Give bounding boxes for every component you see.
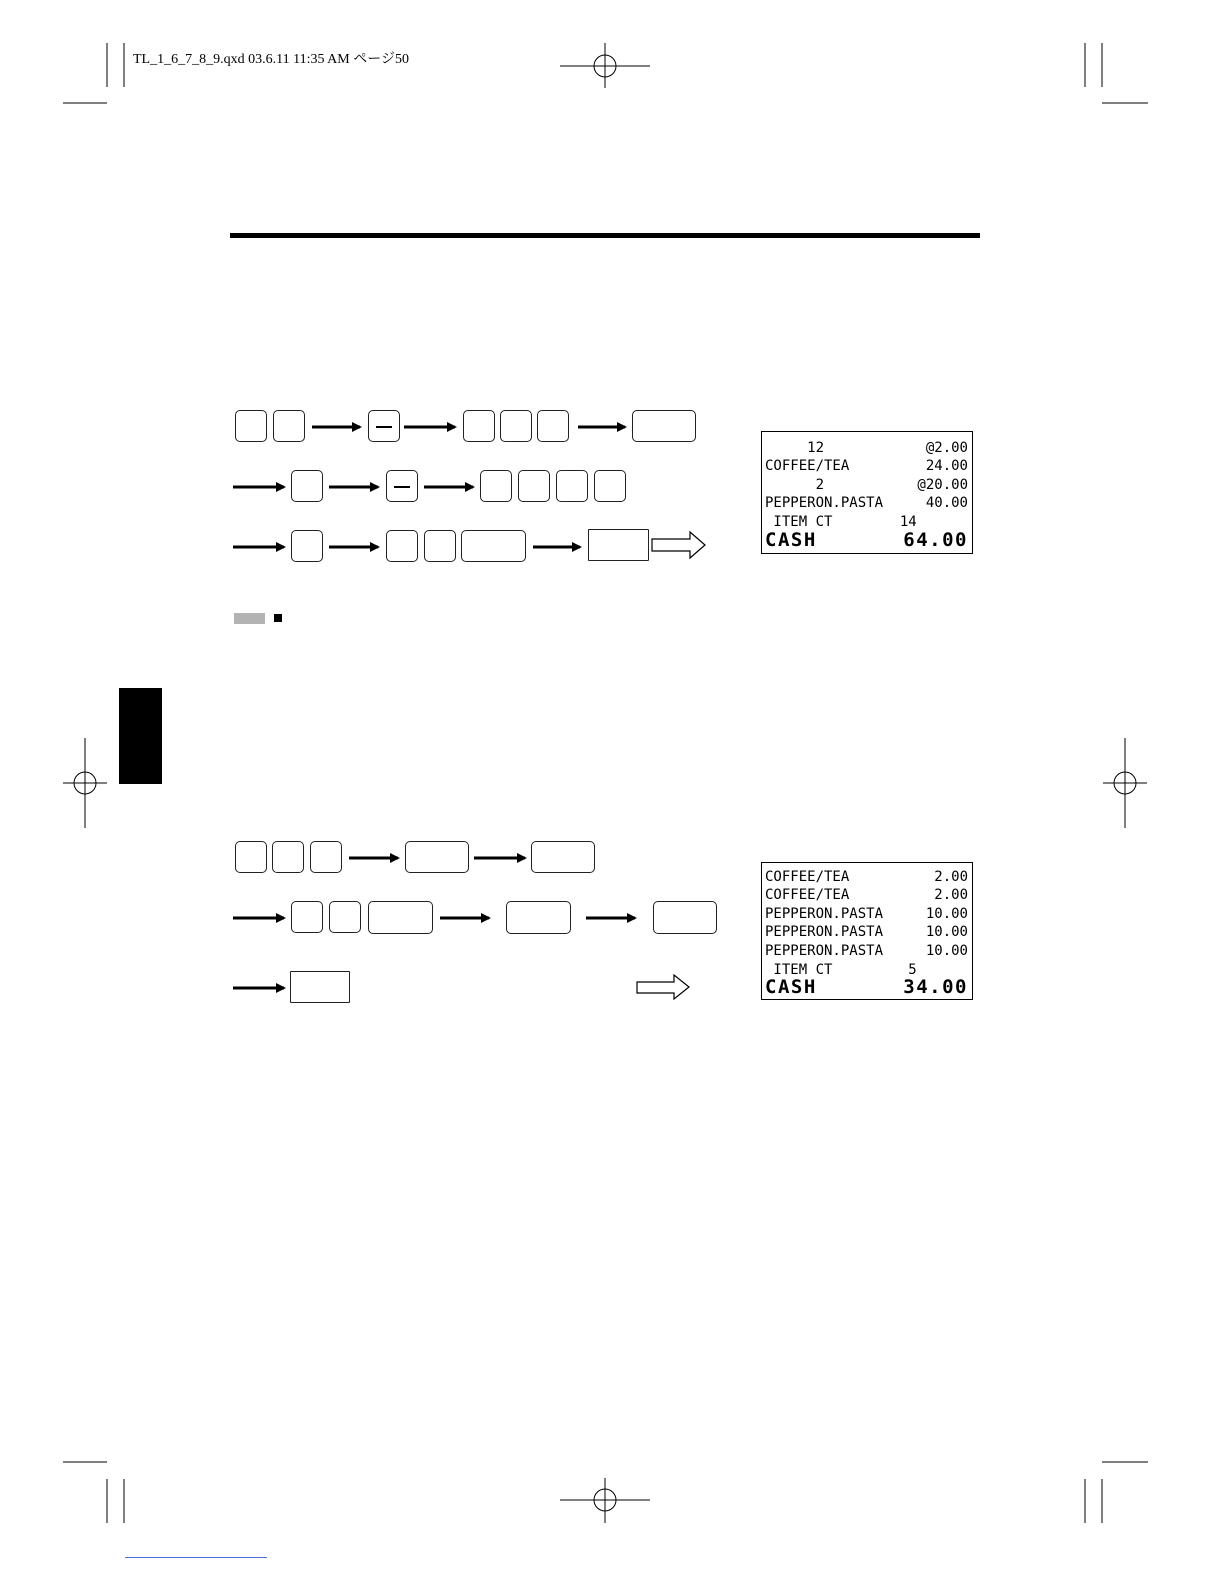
key: [310, 841, 342, 873]
footer-link-underline: [125, 1557, 267, 1558]
plu-key: [368, 901, 433, 934]
print-file-info: TL_1_6_7_8_9.qxd 03.6.11 11:35 AM ページ50: [133, 52, 409, 67]
receipt-1: [761, 431, 973, 554]
receipt-cash-total: CASH 64.00: [765, 529, 968, 551]
receipt-line: PEPPERON.PASTA 10.00: [765, 906, 968, 922]
key: [291, 901, 323, 933]
key: [518, 470, 550, 502]
note-bullet: [274, 614, 282, 622]
key: [463, 410, 495, 442]
receipt-line: 2 @20.00: [765, 477, 968, 493]
key: [272, 841, 304, 873]
receipt-line: PEPPERON.PASTA 10.00: [765, 924, 968, 940]
key: [235, 410, 267, 442]
registration-mark-left: [63, 738, 107, 828]
key: [537, 410, 569, 442]
receipt-line: COFFEE/TEA 24.00: [765, 458, 968, 474]
receipt-item-count: ITEM CT 14: [765, 514, 917, 530]
multiply-key: [386, 470, 418, 502]
key: [291, 530, 323, 562]
chapter-tab: [119, 688, 162, 784]
receipt-line: PEPPERON.PASTA 10.00: [765, 943, 968, 959]
receipt-line: COFFEE/TEA 2.00: [765, 887, 968, 903]
registration-mark-right: [1103, 738, 1147, 828]
receipt-cash-total: CASH 34.00: [765, 976, 968, 998]
receipt-2: [761, 862, 973, 1000]
department-key: [531, 841, 595, 873]
department-key: [405, 841, 469, 873]
cash-key: [588, 529, 649, 561]
key: [594, 470, 626, 502]
key: [424, 530, 456, 562]
cash-key: [290, 971, 350, 1003]
plu-key: [653, 901, 717, 934]
receipt-item-count: ITEM CT 5: [765, 962, 917, 978]
output-arrow-1: [652, 532, 705, 558]
key: [291, 470, 323, 502]
key: [273, 410, 305, 442]
key: [235, 841, 267, 873]
registration-mark-bottom: [560, 1478, 650, 1523]
receipt-line: 12 @2.00: [765, 440, 968, 456]
department-key: [632, 410, 696, 442]
key: [556, 470, 588, 502]
registration-mark-top: [560, 43, 650, 88]
plu-key: [506, 901, 571, 934]
output-arrow-2: [637, 975, 689, 999]
key: [386, 530, 418, 562]
key: [480, 470, 512, 502]
receipt-line: COFFEE/TEA 2.00: [765, 869, 968, 885]
receipt-line: PEPPERON.PASTA 40.00: [765, 495, 968, 511]
multiply-key: [368, 410, 400, 442]
plu-key: [461, 530, 526, 562]
key: [500, 410, 532, 442]
note-marker: [234, 613, 265, 624]
key: [329, 901, 361, 933]
